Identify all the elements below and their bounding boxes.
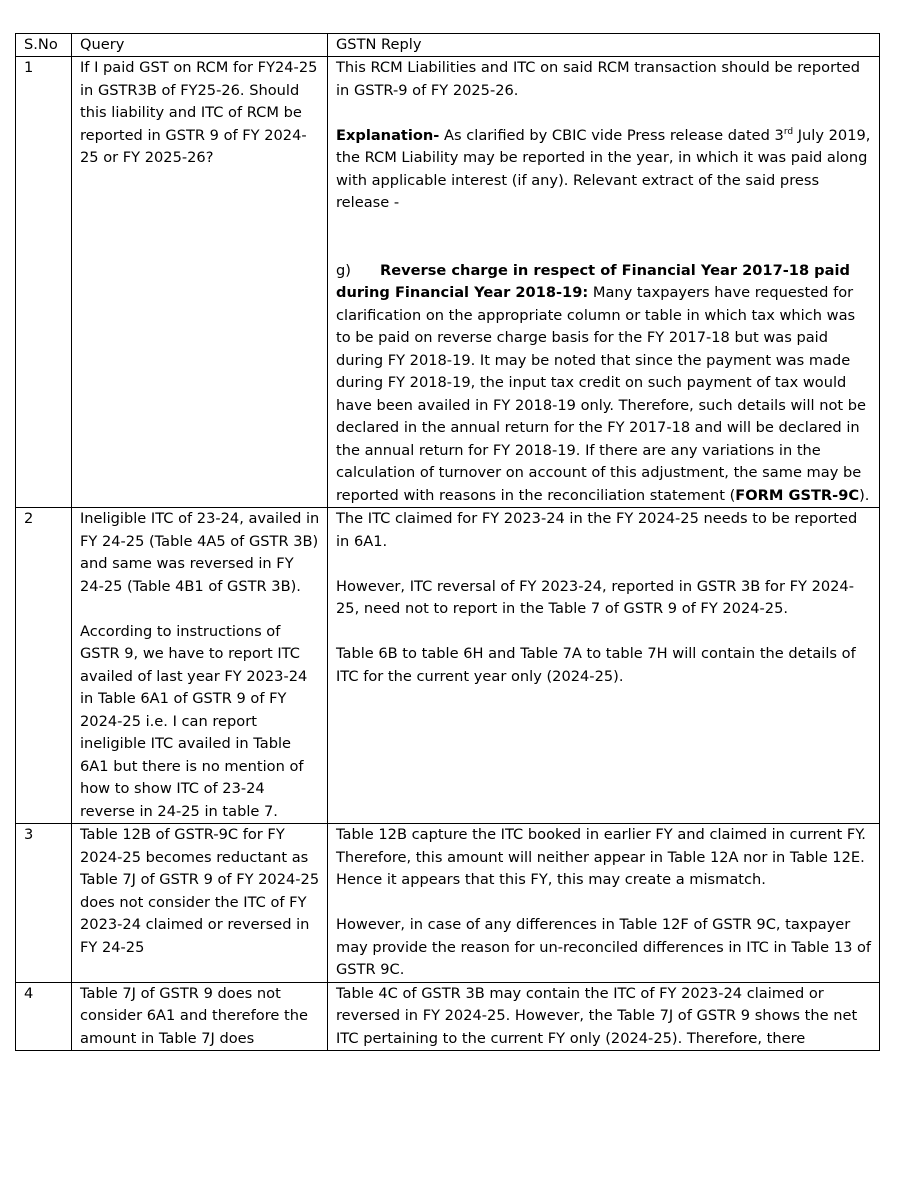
explanation-paragraph bbox=[336, 125, 873, 215]
reply-paragraph: Table 12B capture the ITC booked in earlier FY and claimed in current FY. Therefore, this amount will neither appear in Table 12A nor in Table 12E. Hence it appears that this FY, this may create a mismatch. bbox=[336, 826, 866, 888]
reply-cell bbox=[328, 824, 880, 983]
row-sno: 2 bbox=[16, 508, 72, 824]
query-text: Table 7J of GSTR 9 does not consider 6A1 and therefore the amount in Table 7J does bbox=[80, 984, 308, 1047]
query-cell bbox=[72, 824, 328, 983]
gstr9-faq-table bbox=[15, 33, 880, 1051]
query-cell bbox=[72, 982, 328, 1051]
clause-end: ). bbox=[859, 486, 870, 504]
query-cell bbox=[72, 508, 328, 824]
table-row bbox=[16, 57, 880, 508]
table-row bbox=[16, 982, 880, 1051]
ordinal-suffix: rd bbox=[783, 126, 794, 137]
form-name: FORM GSTR-9C bbox=[735, 486, 860, 504]
clause-letter: g) bbox=[336, 261, 351, 279]
table-row bbox=[16, 508, 880, 824]
reply-paragraph: The ITC claimed for FY 2023-24 in the FY 2024-25 needs to be reported in 6A1. bbox=[336, 510, 858, 550]
clause-heading: Reverse charge in respect of Financial Year 2017-18 paid during Financial Year 2018-19: bbox=[336, 261, 850, 301]
table-row bbox=[16, 824, 880, 983]
row-sno: 1 bbox=[16, 57, 72, 508]
query-text: Ineligible ITC of 23-24, availed in FY 24-25 (Table 4A5 of GSTR 3B) and same was reversed in FY 24-25 (Table 4B1 of GSTR 3B). bbox=[80, 510, 320, 595]
row-sno: 4 bbox=[16, 982, 72, 1051]
reply-paragraph: However, in case of any differences in Table 12F of GSTR 9C, taxpayer may provide the reason for un-reconciled differences in ITC in Table 13 of GSTR 9C. bbox=[336, 916, 872, 978]
header-sno: S.No bbox=[16, 34, 72, 57]
explanation-text: As clarified by CBIC vide Press release dated 3 bbox=[439, 126, 784, 144]
query-cell bbox=[72, 57, 328, 508]
reply-cell bbox=[328, 982, 880, 1051]
reply-paragraph: Table 4C of GSTR 3B may contain the ITC of FY 2023-24 claimed or reversed in FY 2024-25. However, the Table 7J of GSTR 9 shows the net ITC pertaining to the current FY only (2024-25). Therefore, there bbox=[336, 984, 858, 1047]
table-header-row bbox=[16, 34, 880, 57]
header-query: Query bbox=[72, 34, 328, 57]
clause-text: Many taxpayers have requested for clarification on the appropriate column or table in which tax which was to be paid on reverse charge basis for the FY 2017-18 but was paid during FY 2018-19. It may be noted that since the payment was made during FY 2018-19, the input tax credit on such payment of tax would have been availed in FY 2018-19 only. Therefore, such details will not be declared in the annual return for the FY 2017-18 and will be declared in the annual return for FY 2018-19. If there are any variations in the calculation of turnover on account of this adjustment, the same may be reported with reasons in the reconciliation statement ( bbox=[336, 284, 866, 504]
reply-cell bbox=[328, 57, 880, 508]
row-sno: 3 bbox=[16, 824, 72, 983]
reply-paragraph: This RCM Liabilities and ITC on said RCM transaction should be reported in GSTR-9 of FY 2025-26. bbox=[336, 59, 861, 99]
query-text: Table 12B of GSTR-9C for FY 2024-25 becomes reductant as Table 7J of GSTR 9 of FY 2024-25 does not consider the ITC of FY 2023-24 claimed or reversed in FY 24-25 bbox=[80, 826, 320, 956]
query-text: According to instructions of GSTR 9, we have to report ITC availed of last year FY 2023-24 in Table 6A1 of GSTR 9 of FY 2024-25 i.e. I can report ineligible ITC availed in Table 6A1 but there is no mention of how to show ITC of 23-24 reverse in 24-25 in table 7. bbox=[80, 622, 308, 820]
query-text: If I paid GST on RCM for FY24-25 in GSTR3B of FY25-26. Should this liability and ITC of RCM be reported in GSTR 9 of FY 2024-25 or FY 2025-26? bbox=[80, 59, 318, 166]
reply-cell bbox=[328, 508, 880, 824]
explanation-label: Explanation- bbox=[336, 126, 440, 144]
explanation-text-cont: July 2019, the RCM Liability may be reported in the year, in which it was paid along with applicable interest (if any). Relevant extract of the said press release - bbox=[336, 126, 871, 211]
reply-paragraph: Table 6B to table 6H and Table 7A to table 7H will contain the details of ITC for the current year only (2024-25). bbox=[336, 645, 856, 685]
press-release-extract bbox=[336, 260, 873, 508]
reply-paragraph: However, ITC reversal of FY 2023-24, reported in GSTR 3B for FY 2024-25, need not to report in the Table 7 of GSTR 9 of FY 2024-25. bbox=[336, 577, 854, 617]
header-reply: GSTN Reply bbox=[328, 34, 880, 57]
